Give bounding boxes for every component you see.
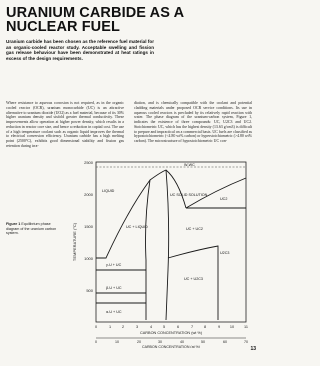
y-tick-2000: 2000 (84, 192, 93, 197)
label-uc-liquid: UC + LIQUID (126, 225, 148, 229)
x-tick: 3 (135, 325, 139, 329)
x2-tick: 30 (158, 340, 162, 344)
y-tick-500: 500 (86, 288, 93, 293)
article-title: URANIUM CARBIDE AS A NUCLEAR FUEL (6, 5, 184, 35)
page-number: 13 (250, 346, 256, 352)
label-liquid: LIQUID (102, 189, 115, 193)
label-uc2: UC2 (220, 197, 228, 201)
x-tick: 0 (94, 325, 98, 329)
figure-caption (6, 222, 58, 236)
phase-diagram (66, 150, 254, 348)
x-tick: 11 (244, 325, 248, 329)
body-column-right: diation, and is chemically compatible with the coolant and potential cladding materials under proposed OCR service conditions. Its use in aqueous cooled reactors is precluded by its relatively rapid reaction with water. The phase diagram of the uranium-carbon system, Figure 1, indicates the existence of three compounds: UC, U2C3 and UC2. Stoichiometric UC, which has the highest density (13.63 g/cm3) is difficult to prepare and impractical on a commercial basis. UC fuels are classified as hypostoichiometric (<4.80 wt% carbon) or hyperstoichiometric (>4.80 wt% carbon). The microstructure of hypostoichiometric UC con- (134, 101, 252, 143)
x2-tick: 60 (223, 340, 227, 344)
x-axis-label: CARBON CONCENTRATION (wt %) (140, 331, 202, 335)
x2-tick: 70 (244, 340, 248, 344)
x-tick: 5 (162, 325, 166, 329)
figure-caption-text: Equilibrium phase diagram of the uranium carbon system. (6, 222, 57, 236)
y-tick-2500: 2500 (84, 160, 93, 165)
x-tick: 10 (229, 325, 235, 329)
x-tick: 9 (217, 325, 221, 329)
x-tick: 6 (176, 325, 180, 329)
x-tick: 2 (121, 325, 125, 329)
label-u2c3: U2C3 (220, 251, 230, 255)
x2-tick: 40 (180, 340, 184, 344)
label-beta-u-uc: β-U + UC (106, 286, 122, 290)
y-tick-1500: 1500 (84, 224, 93, 229)
plot-frame (96, 162, 246, 322)
label-uc-solid-solution: UC SOLID SOLUTION (170, 193, 208, 197)
x2-tick: 10 (115, 340, 119, 344)
figure-label: Figure 1 (6, 222, 21, 226)
label-uc-u2c3: UC + U2C3 (184, 277, 203, 281)
x-tick: 7 (190, 325, 194, 329)
lead-paragraph: Uranium carbide has been chosen as the reference fuel material for an organic-cooled reactor study. Acceptable swelling and fission gas release behaviour have been demonstrated at heat ratings in excess of the design requirements. (6, 39, 154, 61)
x2-axis-label: CARBON CONCENTRATION (at %) (141, 345, 201, 348)
x2-tick: 0 (95, 340, 97, 344)
body-column-left: Where resistance to aqueous corrosion is not required, as in the organic cooled reactor (OCR), uranium monocarbide (UC) is an attractive alternative to uranium dioxide (UO2) as a fuel material, because of its 30% higher uranium density and sixfold greater thermal conductivity. These improvements allow operation at higher power density, which results in a reduction in reactor core size, and hence a reduction in capital cost. The use of a high temperature coolant such as organic liquid improves the thermal to electrical conversion efficiency. Uranium carbide has a high melting point (2500°C), exhibits good dimensional stability and fission gas retention during irra- (6, 101, 124, 148)
label-gamma-u-uc: γ-U + UC (106, 263, 122, 267)
y-tick-1000: 1000 (84, 256, 93, 261)
x-tick: 8 (203, 325, 207, 329)
label-w-wc: W-WC (184, 163, 195, 167)
x-tick: 4 (149, 325, 153, 329)
x-tick: 1 (108, 325, 112, 329)
x2-tick: 50 (201, 340, 205, 344)
label-alpha-u-uc: α-U + UC (106, 310, 122, 314)
label-uc-uc2: UC + UC2 (186, 227, 203, 231)
x2-tick: 20 (137, 340, 141, 344)
y-axis-label: TEMPERATURE (°C) (72, 222, 77, 262)
